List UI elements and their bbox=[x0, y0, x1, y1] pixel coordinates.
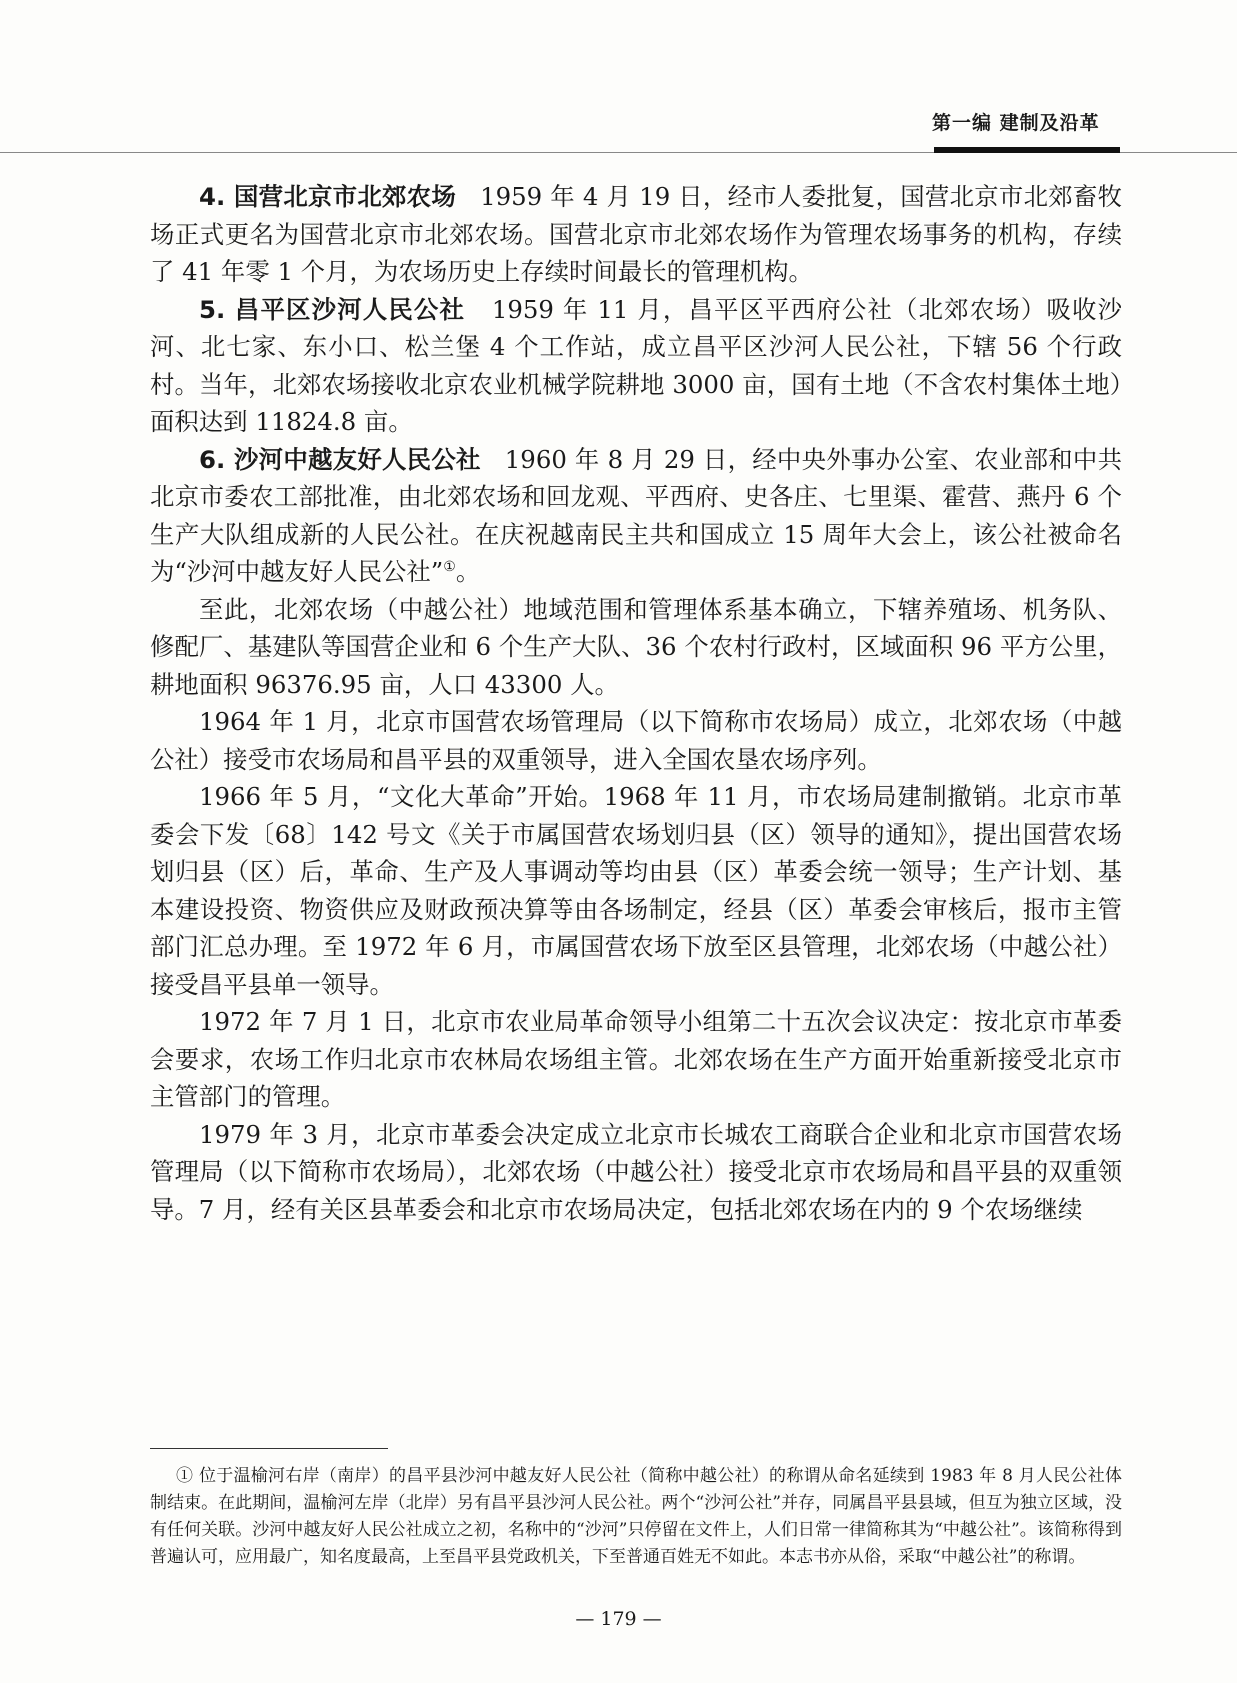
paragraph: 6. 沙河中越友好人民公社 1960 年 8 月 29 日，经中央外事办公室、农业部和中共北京市委农工部批准，由北郊农场和回龙观、平西府、史各庄、七里渠、霍营、燕丹 6 个生产大队组成新的人民公社。在庆祝越南民主共和国成立 15 周年大会上，该公社被命名为“沙河中越友好人民公社”①。 bbox=[150, 444, 1122, 586]
paragraph-text: 1959 年 4 月 19 日，经市人委批复，国营北京市北郊畜牧场正式更名为国营北京市北郊农场。国营北京市北郊农场作为管理农场事务的机构，存续了 41 年零 1 个月，为农场历史上存续时间最长的管理机构。 bbox=[150, 182, 1122, 286]
paragraph bbox=[150, 1116, 1122, 1229]
paragraph-text: 1959 年 11 月，昌平区平西府公社（北郊农场）吸收沙河、北七家、东小口、松兰堡 4 个工作站，成立昌平区沙河人民公社，下辖 56 个行政村。当年，北郊农场接收北京农业机械学院耕地 3000 亩，国有土地（不含农村集体土地）面积达到 11824.8 亩。 bbox=[150, 294, 1122, 436]
section-heading: 6. 沙河中越友好人民公社 bbox=[199, 444, 481, 474]
paragraph-text: 1972 年 7 月 1 日，北京市农业局革命领导小组第二十五次会议决定：按北京市革委会要求，农场工作归北京市农林局农场组主管。北郊农场在生产方面开始重新接受北京市主管部门的管理。 bbox=[150, 1007, 1122, 1111]
section-heading: 5. 昌平区沙河人民公社 bbox=[199, 294, 466, 324]
footnote-rule bbox=[150, 1448, 388, 1449]
paragraph-text: 1979 年 3 月，北京市革委会决定成立北京市长城农工商联合企业和北京市国营农场管理局（以下简称市农场局），北郊农场（中越公社）接受北京市农场局和昌平县的双重领导。7 月，经有关区县革委会和北京市农场局决定，包括北郊农场在内的 9 个农场继续 bbox=[150, 1119, 1122, 1224]
running-header: 第一编 建制及沿革 bbox=[932, 112, 1100, 134]
page-number: — 179 — bbox=[575, 1608, 662, 1630]
header-rule-accent bbox=[934, 147, 1120, 153]
body-text bbox=[150, 178, 1122, 1228]
paragraph-text: 1966 年 5 月，“文化大革命”开始。1968 年 11 月，市农场局建制撤销。北京市革委会下发〔68〕142 号文《关于市属国营农场划归县（区）领导的通知》，提出国营农场划归县（区）后，革命、生产及人事调动等均由县（区）革委会统一领导；生产计划、基本建设投资、物资供应及财政预决算等由各场制定，经县（区）革委会审核后，报市主管部门汇总办理。至 1972 年 6 月，市属国营农场下放至区县管理，北郊农场（中越公社）接受昌平县单一领导。 bbox=[150, 782, 1122, 999]
section-heading: 4. 国营北京市北郊农场 bbox=[199, 182, 457, 211]
footnote-ref: ① bbox=[443, 558, 456, 575]
footnote: ① 位于温榆河右岸（南岸）的昌平县沙河中越友好人民公社（简称中越公社）的称谓从命名延续到 1983 年 8 月人民公社体制结束。在此期间，温榆河左岸（北岸）另有昌平县沙河人民公社。两个“沙河公社”并存，同属昌平县县域，但互为独立区域，没有任何关联。沙河中越友好人民公社成立之初，名称中的“沙河”只停留在文件上，人们日常一律简称其为“中越公社”。该简称得到普遍认可，应用最广，知名度最高，上至昌平县党政机关，下至普通百姓无不如此。本志书亦从俗，采取“中越公社”的称谓。 bbox=[150, 1466, 1122, 1567]
paragraph-text: 1964 年 1 月，北京市国营农场管理局（以下简称市农场局）成立，北郊农场（中越公社）接受市农场局和昌平县的双重领导，进入全国农垦农场序列。 bbox=[150, 707, 1122, 774]
paragraph-text: 1960 年 8 月 29 日，经中央外事办公室、农业部和中共北京市委农工部批准，由北郊农场和回龙观、平西府、史各庄、七里渠、霍营、燕丹 6 个生产大队组成新的人民公社。在庆祝越南民主共和国成立 15 周年大会上，该公社被命名为“沙河中越友好人民公社” bbox=[150, 444, 1122, 586]
paragraph bbox=[150, 591, 1122, 704]
paragraph bbox=[150, 291, 1122, 441]
paragraph bbox=[150, 1003, 1122, 1116]
paragraph-text: 至此，北郊农场（中越公社）地域范围和管理体系基本确立，下辖养殖场、机务队、修配厂、基建队等国营企业和 6 个生产大队、36 个农村行政村，区域面积 96 平方公里，耕地面积 96376.95 亩，人口 43300 人。 bbox=[150, 594, 1122, 699]
paragraph bbox=[150, 703, 1122, 778]
paragraph bbox=[150, 778, 1122, 1003]
paragraph bbox=[150, 178, 1122, 291]
